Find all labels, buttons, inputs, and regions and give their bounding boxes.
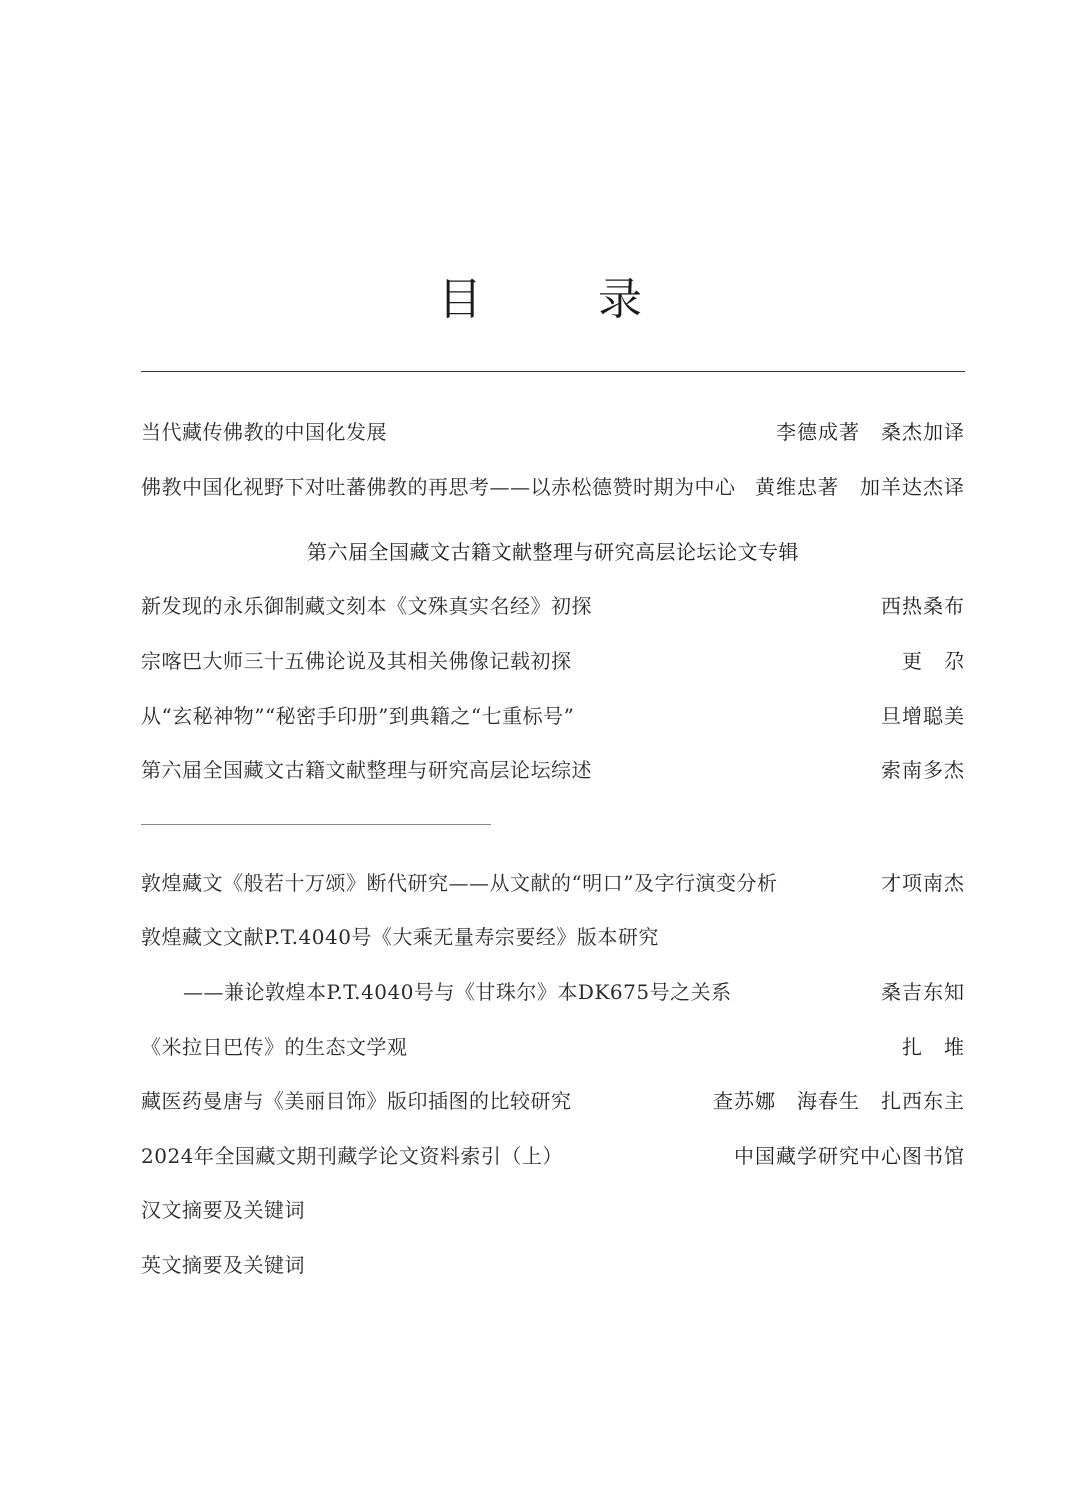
- section-heading: 第六届全国藏文古籍文献整理与研究高层论坛论文专辑: [307, 540, 799, 564]
- toc-entry[interactable]: [141, 416, 965, 448]
- section-end-divider: [141, 824, 491, 825]
- page-title-char-1: 目: [438, 274, 482, 325]
- toc-entry-author: 扎 堆: [902, 1035, 965, 1059]
- page-title: [0, 270, 1080, 330]
- toc-entry-author: 索南多杰: [881, 758, 965, 782]
- toc-entry[interactable]: [141, 1085, 965, 1117]
- toc-entry-author: 李德成著 桑杰加译: [776, 420, 965, 444]
- title-divider: [141, 371, 965, 372]
- toc-entry-author: 黄维忠著 加羊达杰译: [755, 475, 965, 499]
- toc-entry-author: 才项南杰: [881, 871, 965, 895]
- toc-entry-title: 新发现的永乐御制藏文刻本《文殊真实名经》初探: [141, 594, 592, 618]
- toc-entry-title: 敦煌藏文文献P.T.4040号《大乘无量寿宗要经》版本研究: [141, 925, 659, 949]
- toc-entry-title: 从“玄秘神物”“秘密手印册”到典籍之“七重标号”: [141, 704, 575, 728]
- toc-entry-title: 当代藏传佛教的中国化发展: [141, 420, 387, 444]
- toc-entry-subtitle[interactable]: [141, 976, 965, 1008]
- toc-entry-author: 桑吉东知: [881, 980, 965, 1004]
- toc-entry-author: 中国藏学研究中心图书馆: [734, 1144, 965, 1168]
- toc-entry[interactable]: [141, 1031, 965, 1063]
- toc-entry-title: 敦煌藏文《般若十万颂》断代研究——从文献的“明口”及字行演变分析: [141, 871, 778, 895]
- toc-entry-title: ——兼论敦煌本P.T.4040号与《甘珠尔》本DK675号之关系: [183, 980, 732, 1004]
- toc-entry-title: 汉文摘要及关键词: [141, 1198, 305, 1222]
- page-title-char-2: 录: [598, 274, 642, 325]
- toc-entry[interactable]: [141, 645, 965, 677]
- toc-entry[interactable]: [141, 471, 965, 503]
- toc-entry-title: 第六届全国藏文古籍文献整理与研究高层论坛综述: [141, 758, 592, 782]
- toc-entry-author: 更 尕: [902, 649, 965, 673]
- toc-entry-author: 查苏娜 海春生 扎西东主: [713, 1089, 965, 1113]
- toc-entry-author: 西热桑布: [881, 594, 965, 618]
- toc-entry[interactable]: [141, 1194, 965, 1226]
- toc-entry[interactable]: [141, 1249, 965, 1281]
- toc-entry[interactable]: [141, 590, 965, 622]
- toc-entry-title: 2024年全国藏文期刊藏学论文资料索引（上）: [141, 1144, 563, 1168]
- toc-entry[interactable]: [141, 867, 965, 899]
- toc-entry[interactable]: [141, 754, 965, 786]
- toc-entry-author: 旦增聪美: [881, 704, 965, 728]
- toc-entry-title: 佛教中国化视野下对吐蕃佛教的再思考——以赤松德赞时期为中心: [141, 475, 736, 499]
- toc-entry-title: 英文摘要及关键词: [141, 1253, 305, 1277]
- toc-entry[interactable]: [141, 1140, 965, 1172]
- toc-entry-title: 宗喀巴大师三十五佛论说及其相关佛像记载初探: [141, 649, 572, 673]
- toc-entry[interactable]: [141, 700, 965, 732]
- toc-entry-title: 藏医药曼唐与《美丽目饰》版印插图的比较研究: [141, 1089, 572, 1113]
- toc-entry-title: 《米拉日巴传》的生态文学观: [141, 1035, 408, 1059]
- toc-entry[interactable]: [141, 921, 965, 953]
